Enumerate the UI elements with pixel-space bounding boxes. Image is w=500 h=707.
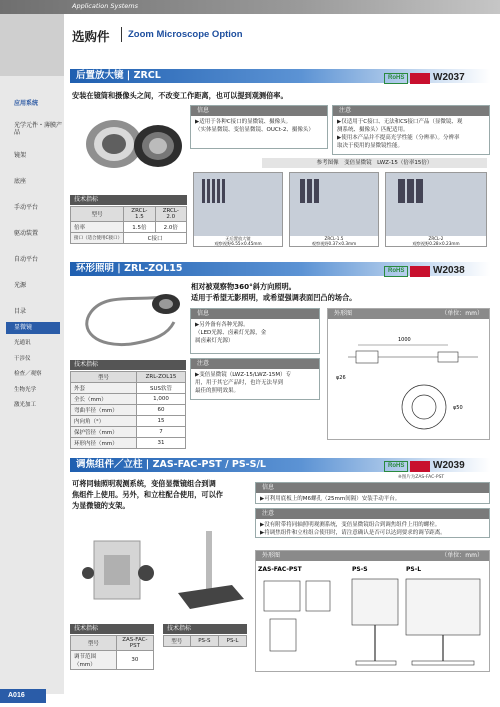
note-line: ▶变倍显微镜（LWZ-15/LWZ-15M）专: [195, 372, 292, 378]
table-cell: 外套: [71, 383, 137, 394]
table-cell: 30: [116, 651, 153, 670]
nav-sub-item[interactable]: 光通讯: [14, 340, 31, 346]
table-cell: 60: [136, 405, 185, 416]
code-note: ※图片为ZAS-FAC-PST: [398, 475, 445, 480]
spec-table-zrcl: [70, 206, 187, 244]
title-divider: [121, 27, 122, 42]
sidebar-header-block: [0, 14, 64, 76]
nav-item-mounts[interactable]: 镜架: [14, 151, 27, 159]
page-number: A016: [0, 689, 46, 703]
info-line: （实体显微镜、变倍显微镜、OUCt-2、摄像头）: [195, 127, 314, 133]
info-box: [190, 308, 320, 354]
nav-sub-list: [0, 338, 64, 416]
table-cell: 倍率: [71, 222, 124, 233]
note-line: ▶使用本产品并不提高光学性能（分辨率）。分辨率: [337, 135, 460, 141]
diagram-title: ZAS-FAC-PST: [258, 566, 302, 573]
table-cell: 保护管径（mm）: [71, 427, 137, 438]
table-header: 型号: [164, 636, 191, 647]
section-title-zrcl: 后置放大镜 | ZRCL: [70, 69, 490, 83]
table-cell: 调节范围（mm）: [71, 651, 117, 670]
dim-length: 1000: [398, 337, 411, 343]
table-cell: SUS软管: [136, 383, 185, 394]
spec-table-pillar: [163, 635, 247, 647]
table-cell: 1,000: [136, 394, 185, 405]
nav-item-bases[interactable]: 底座: [14, 177, 27, 185]
table-cell: 内向角（°）: [71, 416, 137, 427]
info-line: ▶另外备有各种光源。: [195, 322, 249, 328]
ring-light-drawing: [328, 319, 489, 439]
nav-item-light-sources[interactable]: 光源: [14, 281, 27, 289]
ring-light-diagram: [327, 308, 490, 440]
table-cell: C接口: [124, 233, 187, 244]
info-box: [255, 482, 490, 504]
diagram-unit: （单位：mm）: [441, 552, 483, 559]
spec-table-ring-light: [70, 371, 186, 449]
sample-sub: 观察视野0.37×0.3mm: [311, 241, 357, 246]
info-line: ▶适用于各种C接口的显微镜、摄像头。: [195, 119, 292, 125]
table-header: 型号: [71, 372, 137, 383]
info-line: ▶可利用底板上的M6螺孔（25mm间隔）安装手动平台。: [260, 496, 401, 502]
rohs-badge: RoHS: [384, 266, 408, 277]
info-box: [190, 105, 328, 149]
spec-table-caption: 技术指标: [70, 195, 187, 205]
side-nav: [0, 90, 64, 324]
rohs-badge: RoHS: [384, 461, 408, 472]
nav-sub-item[interactable]: 生物光学: [14, 386, 37, 393]
diagram-header: 外形图: [262, 552, 281, 559]
nav-item-auto-stages[interactable]: 自动平台: [14, 255, 39, 263]
table-cell: 15: [136, 416, 185, 427]
note-line: ▶没有附带将同轴照明观测系统，变倍显微镜组合到调焦组件上用的螺栓。: [260, 522, 441, 528]
info-header: 信息: [191, 106, 327, 116]
section-description: [191, 281, 356, 303]
rohs-badge: RoHS: [384, 73, 408, 84]
nav-item-apps[interactable]: 应用系统: [14, 99, 39, 107]
table-header: ZRCL-2.0: [155, 207, 186, 222]
table-cell: 环形内径（mm）: [71, 438, 137, 449]
band-text: Application Systems: [72, 2, 139, 10]
nav-sub-item[interactable]: 干涉仪: [14, 355, 31, 362]
diagram-header: 外形图: [334, 310, 353, 317]
product-tag-icon: [410, 461, 430, 472]
table-cell: 全长（mm）: [71, 394, 137, 405]
section-title-focus-unit: 调焦组件／立柱 | ZAS-FAC-PST / PS-S/L: [70, 458, 490, 472]
product-code: W2039: [433, 460, 465, 471]
nav-sub-item[interactable]: 激光加工: [14, 402, 37, 408]
info-line: （LED光源、卤素灯光源，金: [195, 330, 267, 336]
nav-active-sub[interactable]: 显微镜: [6, 322, 60, 334]
info-header: 信息: [256, 483, 489, 493]
table-header: PS-L: [219, 636, 247, 647]
description-line: 适用于希望无影照明，或希望强调表面凹凸的场合。: [191, 293, 357, 302]
diagram-unit: （单位：mm）: [441, 310, 483, 317]
spec-table-focus-unit: [70, 635, 154, 670]
dim-d1: φ26: [336, 375, 346, 381]
notes-header: 注意: [256, 509, 489, 519]
sample-image: [289, 172, 379, 247]
sample-sub: 观察视野0.28×0.23mm: [412, 241, 460, 246]
sample-label: 无后置放大镜: [225, 236, 251, 241]
pillar-diagram: [255, 550, 490, 672]
page-subtitle: Zoom Microscope Option: [128, 29, 243, 40]
product-tag-icon: [410, 266, 430, 277]
sample-image: [385, 172, 487, 247]
section-description: [72, 478, 252, 511]
dim-d2: φ50: [453, 405, 463, 411]
spec-table-caption: 技术指标: [163, 624, 247, 634]
table-cell: 2.0倍: [155, 222, 186, 233]
table-header: 型号: [71, 636, 117, 651]
table-cell: 接口（适合使用C接口）: [71, 233, 124, 244]
nav-item-drives[interactable]: 驱动装置: [14, 229, 39, 237]
table-header: ZRCL-1.5: [124, 207, 155, 222]
table-header: ZAS-FAC-PST: [116, 636, 153, 651]
table-cell: 7: [136, 427, 185, 438]
sample-image: [193, 172, 283, 247]
section-description: 安装在镜筒和摄像头之间，不改变工作距离，也可以提到观测倍率。: [72, 91, 288, 100]
nav-item-index[interactable]: 目录: [14, 307, 27, 315]
note-line: 用，用于其它产品时，也许无法导到: [195, 380, 284, 386]
product-code: W2037: [433, 72, 465, 83]
table-cell: 弯曲半径（mm）: [71, 405, 137, 416]
table-header: 型号: [71, 207, 124, 222]
section-title-ring-light: 环形照明 | ZRL-ZOL15: [70, 262, 490, 276]
notes-box: [255, 508, 490, 538]
product-code: W2038: [433, 265, 465, 276]
description-line: 为显微镜的支架。: [72, 501, 130, 510]
notes-box: [332, 105, 490, 155]
product-tag-icon: [410, 73, 430, 84]
pillar-drawing: [256, 561, 489, 671]
nav-sub-item[interactable]: 检查／观察: [14, 371, 42, 377]
page-title: 选购件: [72, 29, 110, 44]
table-cell: 31: [136, 438, 185, 449]
reference-caption: 参考图像 变倍显微镜 LWZ-15（倍率15倍）: [262, 158, 487, 168]
nav-item-manual-stages[interactable]: 手动平台: [14, 203, 39, 211]
spec-table-caption: 技术指标: [70, 360, 186, 370]
zrcl-photo: [76, 112, 186, 174]
notes-header: 注意: [191, 359, 319, 369]
note-line: ▶仅适用于C接口、无法和CS接口产品（显微镜、观: [337, 119, 463, 125]
note-line: 最佳的照明效果。: [195, 388, 240, 394]
notes-box: [190, 358, 320, 400]
info-line: 属卤素灯光源）: [195, 338, 234, 344]
pillar-photo: [170, 527, 248, 617]
diagram-title: PS-L: [406, 566, 422, 573]
description-line: 可将同轴照明观测系统，变倍显微镜组合到调: [72, 479, 216, 488]
description-line: 相对被观察物360°斜方向照明。: [191, 282, 296, 291]
top-band: [0, 0, 500, 14]
sample-label: ZRCL-1.5: [324, 236, 344, 241]
note-line: 取决于使用的显微镜性能。: [337, 143, 404, 149]
table-header: ZRL-ZOL15: [136, 372, 185, 383]
note-line: 测系统、摄像头）匹配适用。: [337, 127, 409, 133]
description-line: 焦组件上使用。另外，和立柱配合使用，可以作: [72, 490, 223, 499]
info-header: 信息: [191, 309, 319, 319]
diagram-title: PS-S: [352, 566, 368, 573]
notes-header: 注意: [333, 106, 489, 116]
focus-unit-photo: [74, 527, 166, 615]
table-cell: 1.5倍: [124, 222, 155, 233]
table-header: PS-S: [190, 636, 219, 647]
ring-light-photo: [76, 282, 184, 354]
spec-table-caption: 技术指标: [70, 624, 154, 634]
nav-item-optics[interactable]: 光学元件・薄膜产品: [14, 122, 63, 136]
note-line: ▶将调焦组件和立柱组合使用时，请注意确认是否可以达到要求的调节距离。: [260, 530, 446, 536]
sample-label: ZRCL-2: [428, 236, 444, 241]
sample-sub: 观察视野6.55×0.45mm: [214, 241, 262, 246]
